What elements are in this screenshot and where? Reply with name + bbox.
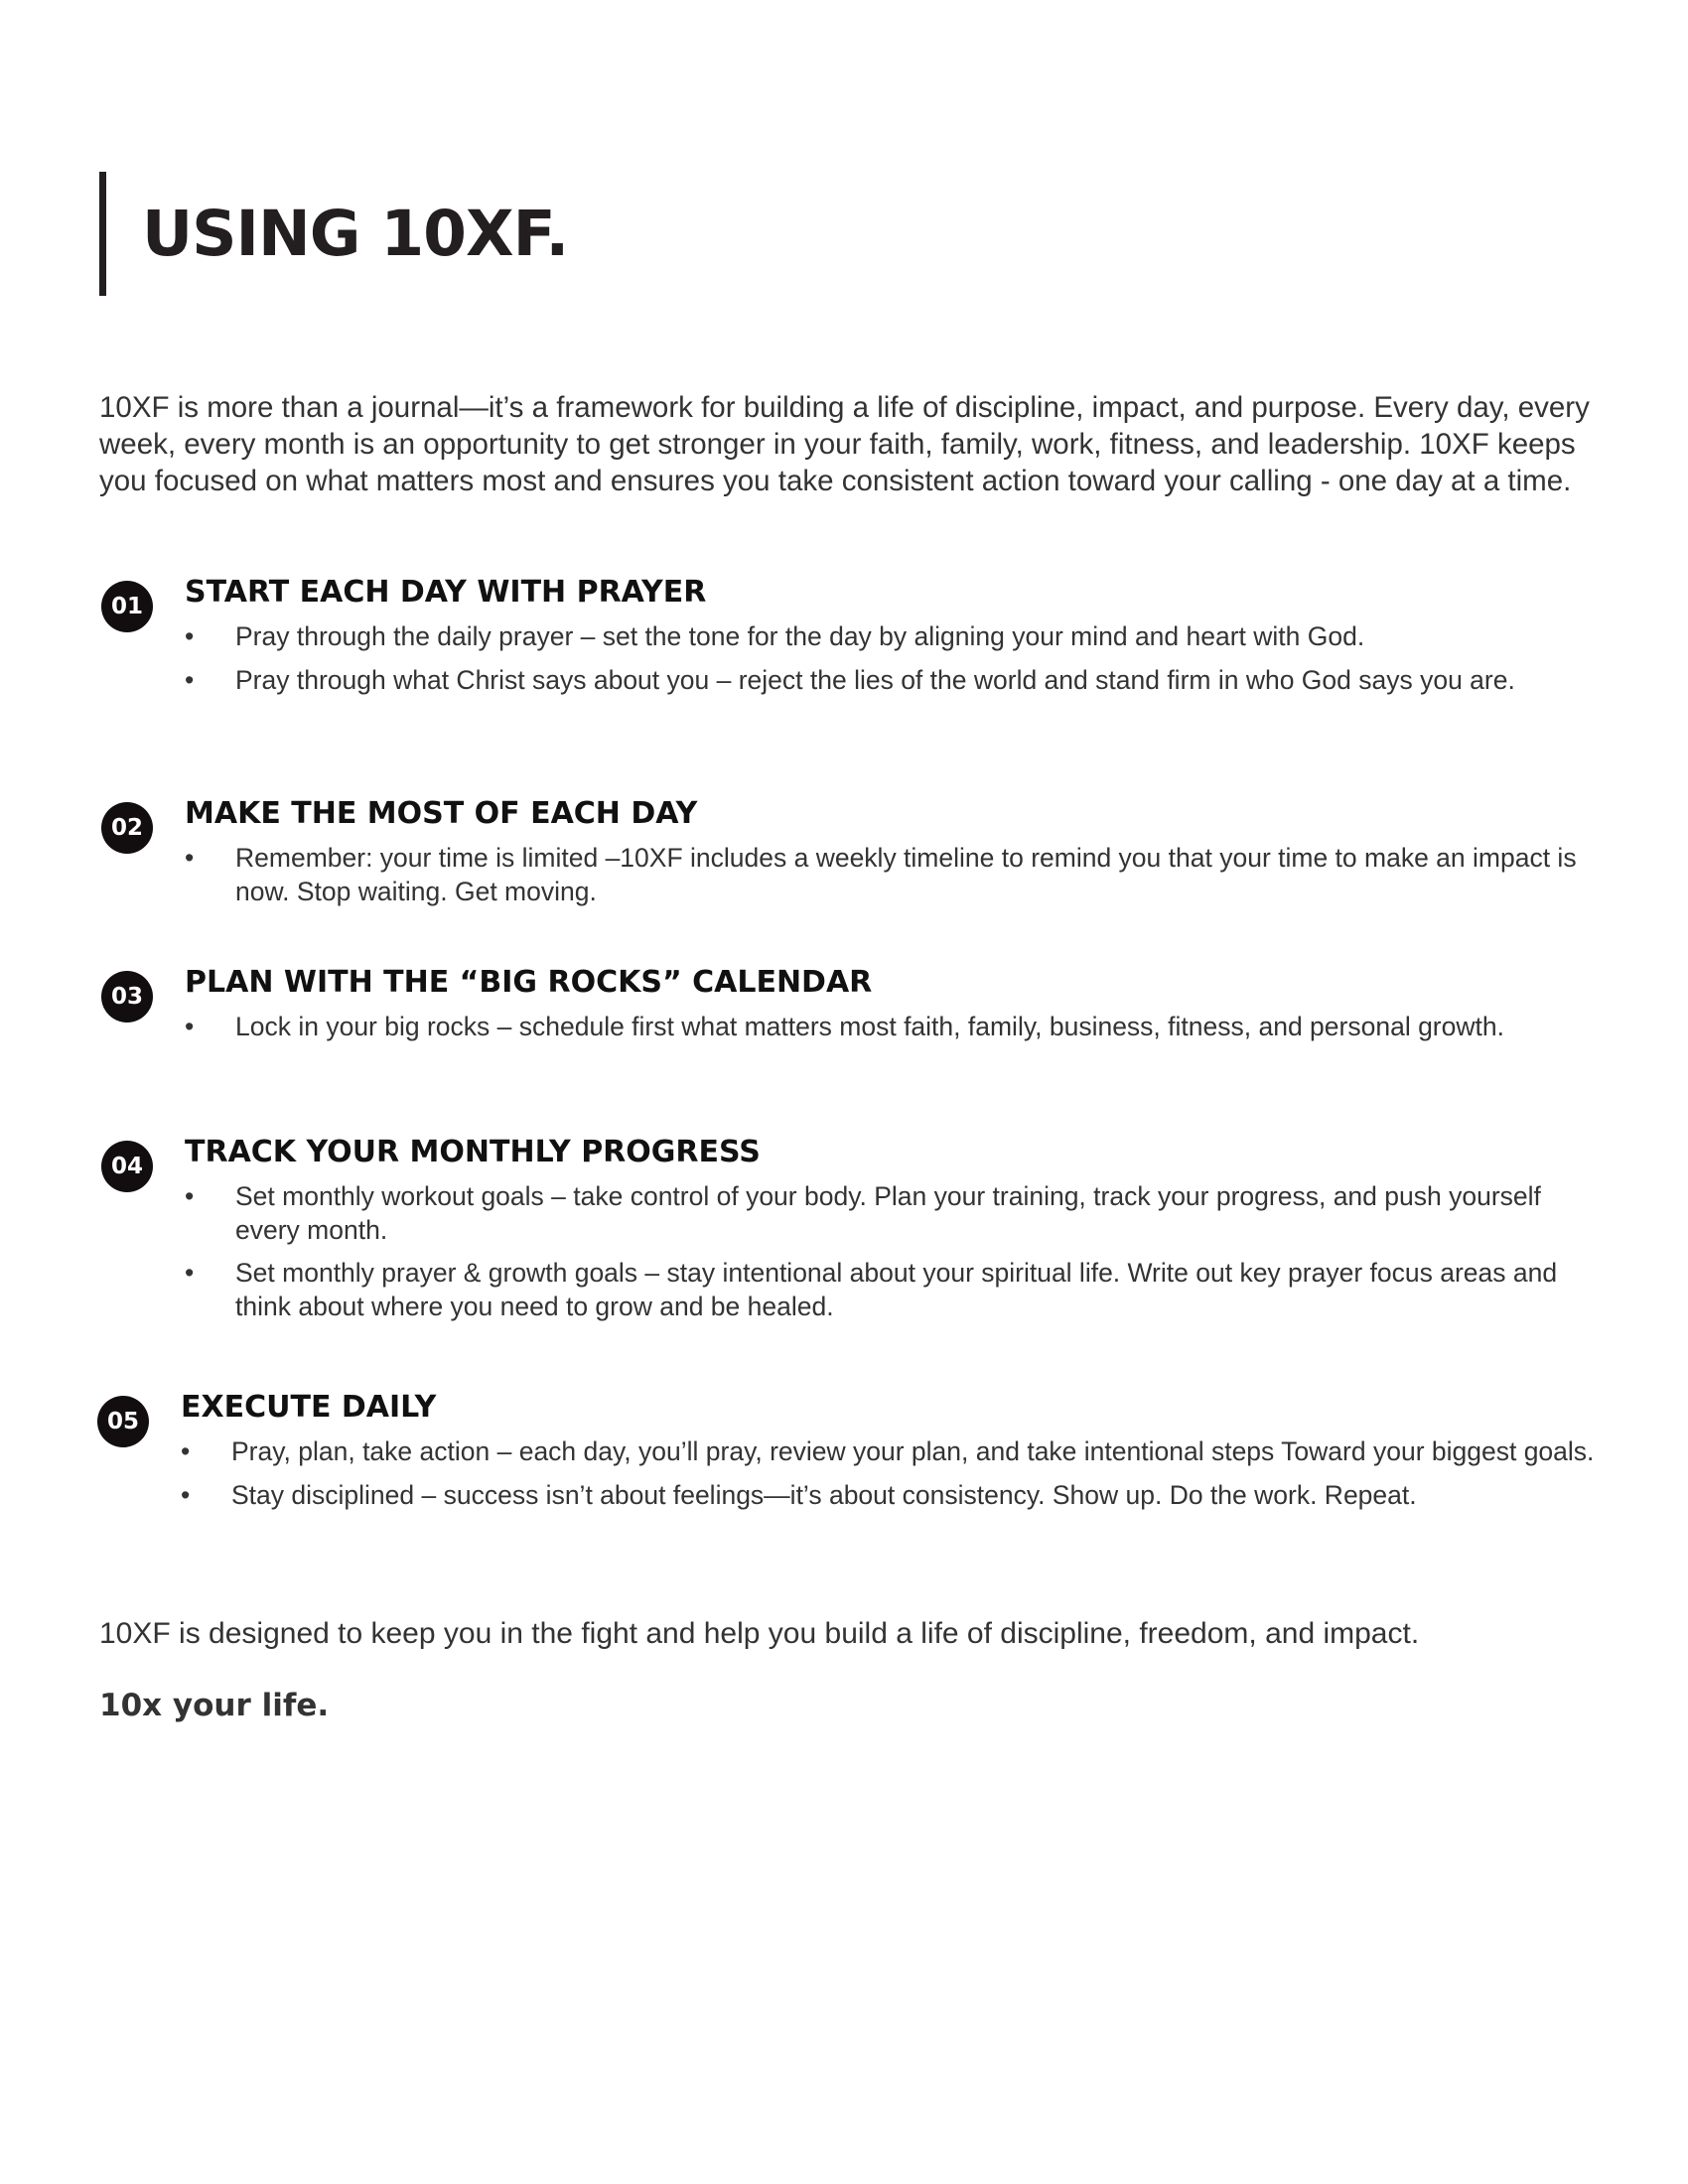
section-number-badge: 01 xyxy=(101,581,153,632)
list-item xyxy=(181,1435,1596,1469)
section-title: TRACK YOUR MONTHLY PROGRESS xyxy=(185,1135,761,1169)
bullet-dot: • xyxy=(185,1181,195,1211)
list-item xyxy=(185,1257,1600,1323)
list-item xyxy=(185,620,1600,654)
section-title: MAKE THE MOST OF EACH DAY xyxy=(185,796,698,831)
section-title: START EACH DAY WITH PRAYER xyxy=(185,575,707,610)
list-item xyxy=(185,1180,1600,1247)
section-start-each-day xyxy=(99,575,1609,695)
section-big-rocks xyxy=(99,965,1609,1041)
bullet-dot: • xyxy=(185,1258,195,1288)
section-make-the-most xyxy=(99,796,1609,906)
closing-statement: 10XF is designed to keep you in the fight and help you build a life of discipline, freedom, and impact. xyxy=(99,1617,1420,1650)
bullet-dot: • xyxy=(185,621,195,651)
list-item-text: Remember: your time is limited –10XF includes a weekly timeline to remind you that your time to make an impact is now. Stop waiting. Get moving. xyxy=(235,843,1577,906)
section-number-badge: 04 xyxy=(101,1141,153,1192)
list-item xyxy=(185,842,1600,908)
section-title: PLAN WITH THE “BIG ROCKS” CALENDAR xyxy=(185,965,873,1000)
list-item-text: Lock in your big rocks – schedule first what matters most faith, family, business, fitness, and personal growth. xyxy=(235,1012,1504,1041)
tagline: 10x your life. xyxy=(99,1688,330,1723)
bullet-list xyxy=(185,1011,1600,1054)
bullet-list xyxy=(185,620,1600,707)
section-number-badge: 05 xyxy=(97,1396,149,1447)
bullet-list xyxy=(185,842,1600,918)
section-number-badge: 02 xyxy=(101,802,153,854)
section-number-badge: 03 xyxy=(101,971,153,1023)
list-item xyxy=(185,664,1600,698)
list-item-text: Pray, plan, take action – each day, you’ll pray, review your plan, and take intentional steps Toward your biggest goals. xyxy=(231,1436,1595,1466)
list-item xyxy=(181,1479,1596,1513)
bullet-dot: • xyxy=(185,1012,195,1041)
list-item-text: Set monthly prayer & growth goals – stay intentional about your spiritual life. Write out key prayer focus areas and think about where you need to grow and be healed. xyxy=(235,1258,1558,1321)
list-item xyxy=(185,1011,1600,1044)
page-title: USING 10XF. xyxy=(142,198,569,270)
section-execute-daily xyxy=(95,1390,1605,1510)
bullet-dot: • xyxy=(181,1479,191,1510)
bullet-dot: • xyxy=(185,664,195,695)
list-item-text: Pray through the daily prayer – set the tone for the day by aligning your mind and heart with God. xyxy=(235,621,1365,651)
section-monthly-progress xyxy=(99,1135,1609,1321)
section-title: EXECUTE DAILY xyxy=(181,1390,437,1425)
list-item-text: Pray through what Christ says about you – reject the lies of the world and stand firm in who God says you are. xyxy=(235,664,1515,695)
bullet-list xyxy=(181,1435,1596,1522)
list-item-text: Set monthly workout goals – take control of your body. Plan your training, track your progress, and push yourself every month. xyxy=(235,1181,1541,1245)
intro-paragraph: 10XF is more than a journal—it’s a framework for building a life of discipline, impact, and purpose. Every day, every week, every month is an opportunity to get stronger in your faith, family, work, fitness, and leadership. 10XF keeps you focused on what matters most and ensures you take consistent action toward your calling - one day at a time. xyxy=(99,391,1590,497)
bullet-dot: • xyxy=(185,843,195,873)
bullet-list xyxy=(185,1180,1600,1333)
bullet-dot: • xyxy=(181,1436,191,1466)
title-block xyxy=(99,172,568,296)
list-item-text: Stay disciplined – success isn’t about feelings—it’s about consistency. Show up. Do the work. Repeat. xyxy=(231,1479,1417,1510)
